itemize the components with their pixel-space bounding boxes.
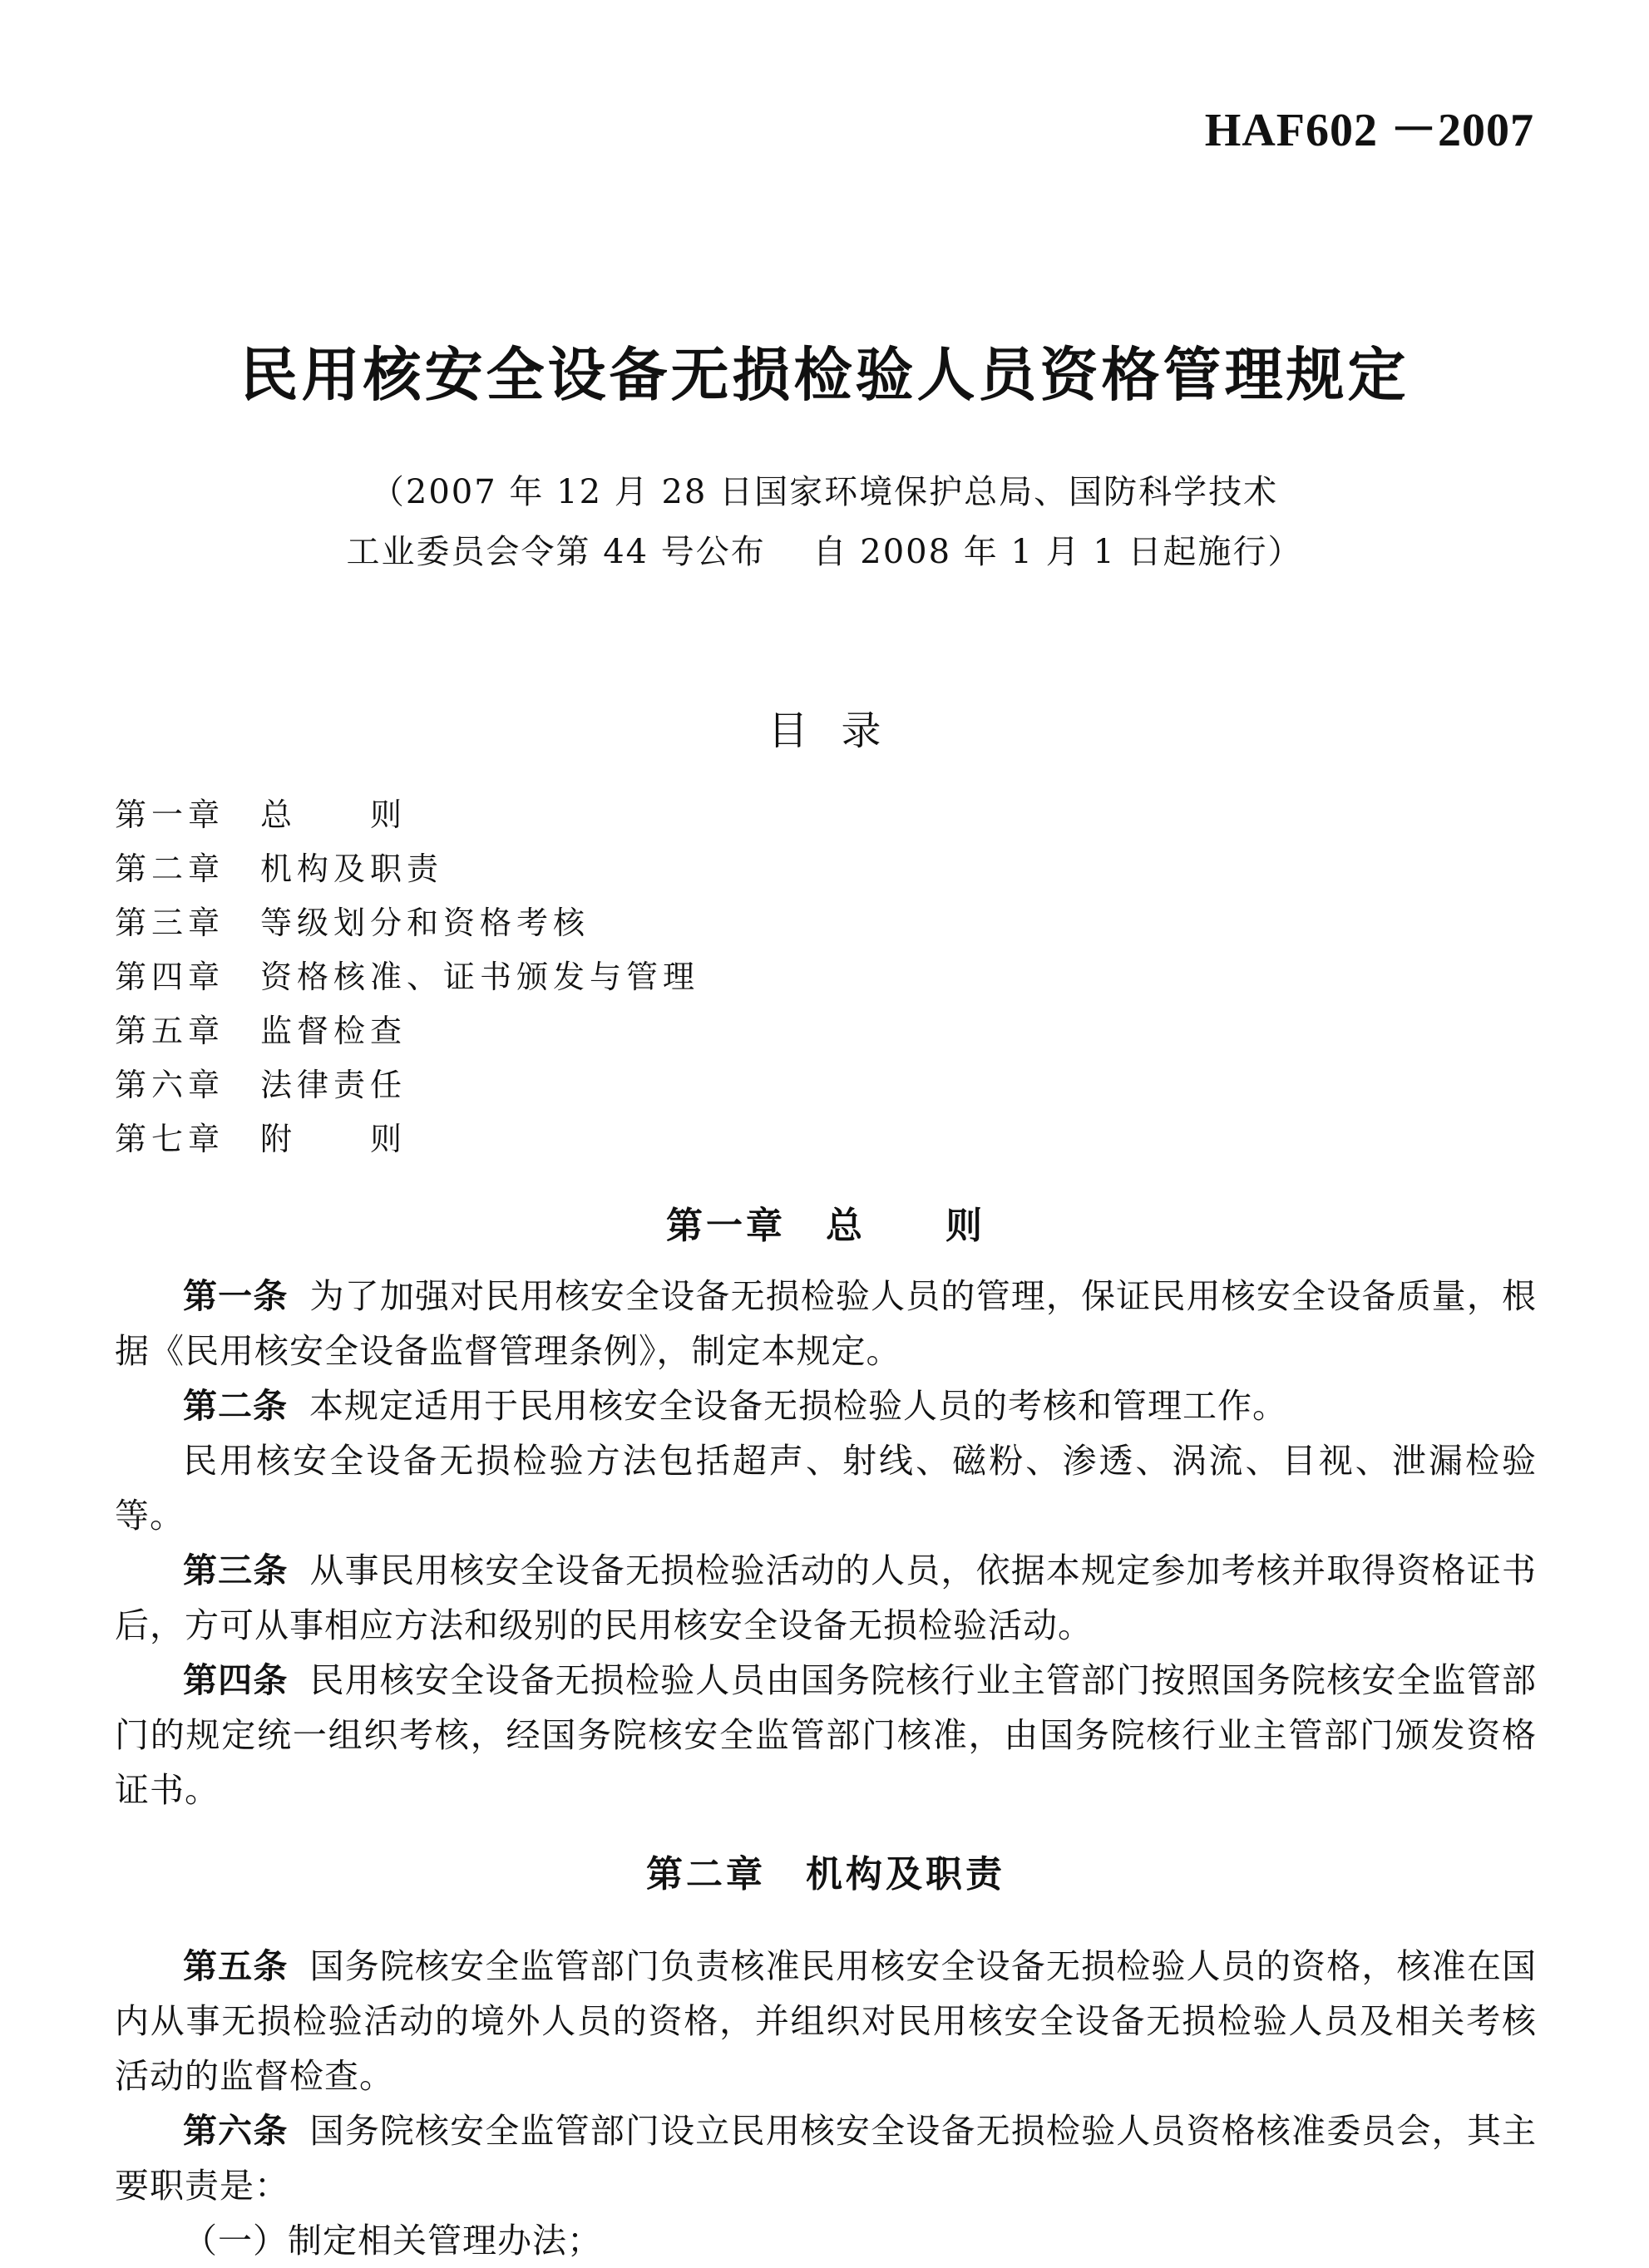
- article-label: 第二条: [183, 1386, 288, 1426]
- toc-item-number: 第二章: [115, 850, 225, 887]
- article-paragraph: [115, 1543, 1537, 1653]
- article-paragraph: [115, 1378, 1537, 1433]
- article-text: 民用核安全设备无损检验人员由国务院核行业主管部门按照国务院核安全监管部门的规定统一组织考核，经国务院核安全监管部门核准，由国务院核行业主管部门颁发资格证书。: [115, 1660, 1538, 1810]
- article-paragraph: [115, 1433, 1537, 1543]
- article-text: 为了加强对民用核安全设备无损检验人员的管理，保证民用核安全设备质量，根据《民用核安全设备监督管理条例》，制定本规定。: [115, 1276, 1538, 1371]
- article-label: 第一条: [183, 1276, 289, 1316]
- promulgation-line-2: 工业委员会令第 44 号公布 自 2008 年 1 月 1 日起施行）: [346, 533, 1303, 571]
- toc-item-number: 第一章: [115, 796, 225, 833]
- article-paragraph: [115, 2103, 1537, 2213]
- article-paragraph: [115, 1939, 1537, 2103]
- table-of-contents: [115, 788, 699, 1166]
- article-text: （一）制定相关管理办法；: [183, 2221, 602, 2261]
- article-paragraph: [115, 1653, 1537, 1817]
- document-title: 民用核安全设备无损检验人员资格管理规定: [239, 341, 1410, 409]
- article-text: 国务院核安全监管部门设立民用核安全设备无损检验人员资格核准委员会，其主要职责是：: [115, 2111, 1538, 2206]
- article-text: 国务院核安全监管部门负责核准民用核安全设备无损检验人员的资格，核准在国内从事无损检验活动的境外人员的资格，并组织对民用核安全设备无损检验人员及相关考核活动的监督检查。: [115, 1946, 1538, 2096]
- chapter-heading: 第一章 总 则: [666, 1205, 985, 1247]
- article-label: 第六条: [183, 2111, 289, 2151]
- promulgation-note: [0, 462, 1649, 582]
- article-text: 民用核安全设备无损检验方法包括超声、射线、磁粉、渗透、涡流、目视、泄漏检验等。: [115, 1441, 1537, 1536]
- toc-item-title: 等级划分和资格考核: [260, 905, 590, 941]
- document-code: HAF602 －2007: [1204, 105, 1534, 156]
- toc-item: [115, 842, 699, 896]
- toc-item-number: 第六章: [115, 1067, 225, 1103]
- toc-item: [115, 788, 699, 842]
- toc-item-title: 机构及职责: [260, 850, 444, 887]
- toc-item: [115, 1112, 699, 1166]
- toc-item-number: 第四章: [115, 959, 225, 995]
- toc-item: [115, 1004, 699, 1058]
- promulgation-line-1: （2007 年 12 月 28 日国家环境保护总局、国防科学技术: [370, 473, 1279, 511]
- article-paragraph: [115, 2213, 1537, 2268]
- document-body: [115, 1199, 1537, 2268]
- toc-item-title: 附 则: [260, 1121, 407, 1157]
- toc-item-title: 资格核准、证书颁发与管理: [260, 959, 700, 995]
- toc-item-title: 监督检查: [260, 1013, 407, 1049]
- toc-item-number: 第三章: [115, 905, 225, 941]
- article-label: 第三条: [183, 1551, 289, 1590]
- toc-item: [115, 950, 699, 1004]
- toc-item-title: 总 则: [260, 796, 407, 833]
- toc-item-number: 第七章: [115, 1121, 225, 1157]
- article-text: 从事民用核安全设备无损检验活动的人员，依据本规定参加考核并取得资格证书后，方可从事相应方法和级别的民用核安全设备无损检验活动。: [115, 1551, 1538, 1645]
- toc-item-title: 法律责任: [260, 1067, 407, 1103]
- chapter-heading: 第二章 机构及职责: [646, 1853, 1005, 1896]
- article-label: 第五条: [183, 1946, 289, 1986]
- toc-item: [115, 1058, 699, 1112]
- toc-item: [115, 896, 699, 950]
- toc-heading: 目录: [768, 708, 915, 754]
- toc-item-number: 第五章: [115, 1013, 225, 1049]
- article-label: 第四条: [183, 1660, 289, 1700]
- article-text: 本规定适用于民用核安全设备无损检验人员的考核和管理工作。: [309, 1386, 1287, 1426]
- article-paragraph: [115, 1269, 1537, 1378]
